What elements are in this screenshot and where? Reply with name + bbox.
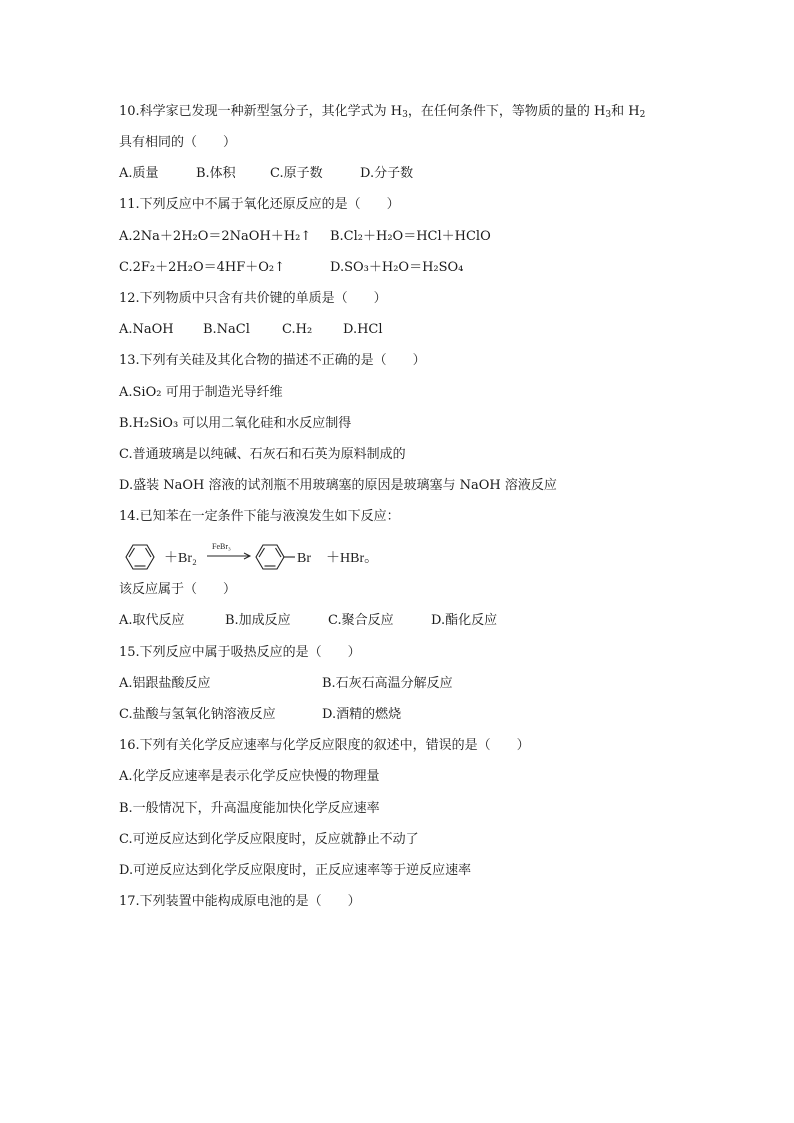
q11-stem: 11.下列反应中不属于氧化还原反应的是（ ）	[119, 197, 400, 212]
q10-option-c: C.原子数	[270, 166, 323, 181]
q12-option-d: D.HCl	[343, 322, 383, 337]
q12-option-b: B.NaCl	[203, 322, 250, 337]
q13-stem: 13.下列有关硅及其化合物的描述不正确的是（ ）	[119, 353, 426, 368]
q12-stem: 12.下列物质中只含有共价键的单质是（ ）	[119, 291, 387, 306]
reaction-arrow-icon	[207, 553, 250, 559]
q10-option-b: B.体积	[196, 166, 236, 181]
q13-option-a: A.SiO₂ 可用于制造光导纤维	[119, 385, 283, 400]
q14-option-b: B.加成反应	[225, 613, 291, 628]
q11-option-a: A.2Na＋2H₂O＝2NaOH＋H₂↑	[119, 229, 312, 244]
reaction-scheme-svg	[119, 539, 389, 579]
q16-option-a: A.化学反应速率是表示化学反应快慢的物理量	[119, 769, 380, 784]
q13-option-c: C.普通玻璃是以纯碱、石灰石和石英为原料制成的	[119, 447, 406, 462]
q16-stem: 16.下列有关化学反应速率与化学反应限度的叙述中，错误的是（ ）	[119, 738, 530, 753]
q15-option-b: B.石灰石高温分解反应	[322, 676, 453, 691]
q17-stem: 17.下列装置中能构成原电池的是（ ）	[119, 894, 361, 909]
q14-stem-continued: 该反应属于（ ）	[119, 582, 237, 597]
q11-option-c: C.2F₂＋2H₂O＝4HF＋O₂↑	[119, 260, 285, 275]
q13-option-b: B.H₂SiO₃ 可以用二氧化硅和水反应制得	[119, 416, 352, 431]
q15-stem: 15.下列反应中属于吸热反应的是（ ）	[119, 645, 361, 660]
product-br-substituent: Br	[297, 551, 311, 566]
bromobenzene-ring-icon	[256, 545, 295, 569]
q12-option-c: C.H₂	[282, 322, 313, 337]
byproduct-hbr: ＋HBr。	[326, 551, 379, 566]
q12-option-a: A.NaOH	[119, 322, 174, 337]
q11-option-d: D.SO₃＋H₂O＝H₂SO₄	[330, 260, 464, 275]
q15-option-d: D.酒精的燃烧	[322, 707, 402, 722]
q10-option-d: D.分子数	[360, 166, 414, 181]
benzene-ring-icon	[126, 545, 154, 569]
q10-stem: 10.科学家已发现一种新型氢分子，其化学式为 $H_3$，在任何条件下，等物质的量的 $H_3$和 $H_2$	[119, 104, 646, 120]
q14-option-a: A.取代反应	[119, 613, 185, 628]
reagent-br2: ＋Br₂	[164, 551, 197, 566]
q14-option-c: C.聚合反应	[328, 613, 394, 628]
q10-option-a: A.质量	[119, 166, 159, 181]
q10-stem-continued: 具有相同的（ ）	[119, 135, 237, 150]
q15-option-c: C.盐酸与氢氧化钠溶液反应	[119, 707, 276, 722]
q15-option-a: A.铝跟盐酸反应	[119, 676, 211, 691]
q11-option-b: B.Cl₂＋H₂O＝HCl＋HClO	[330, 229, 491, 244]
q14-option-d: D.酯化反应	[431, 613, 498, 628]
q16-option-d: D.可逆反应达到化学反应限度时，正反应速率等于逆反应速率	[119, 863, 472, 878]
catalyst-label: FeBr₃	[212, 542, 231, 551]
benzene-bromination-reaction	[119, 539, 389, 579]
q16-option-c: C.可逆反应达到化学反应限度时，反应就静止不动了	[119, 832, 419, 847]
q13-option-d: D.盛装 NaOH 溶液的试剂瓶不用玻璃塞的原因是玻璃塞与 NaOH 溶液反应	[119, 478, 557, 493]
q14-stem: 14.已知苯在一定条件下能与液溴发生如下反应：	[119, 509, 400, 524]
q16-option-b: B.一般情况下，升高温度能加快化学反应速率	[119, 801, 380, 816]
